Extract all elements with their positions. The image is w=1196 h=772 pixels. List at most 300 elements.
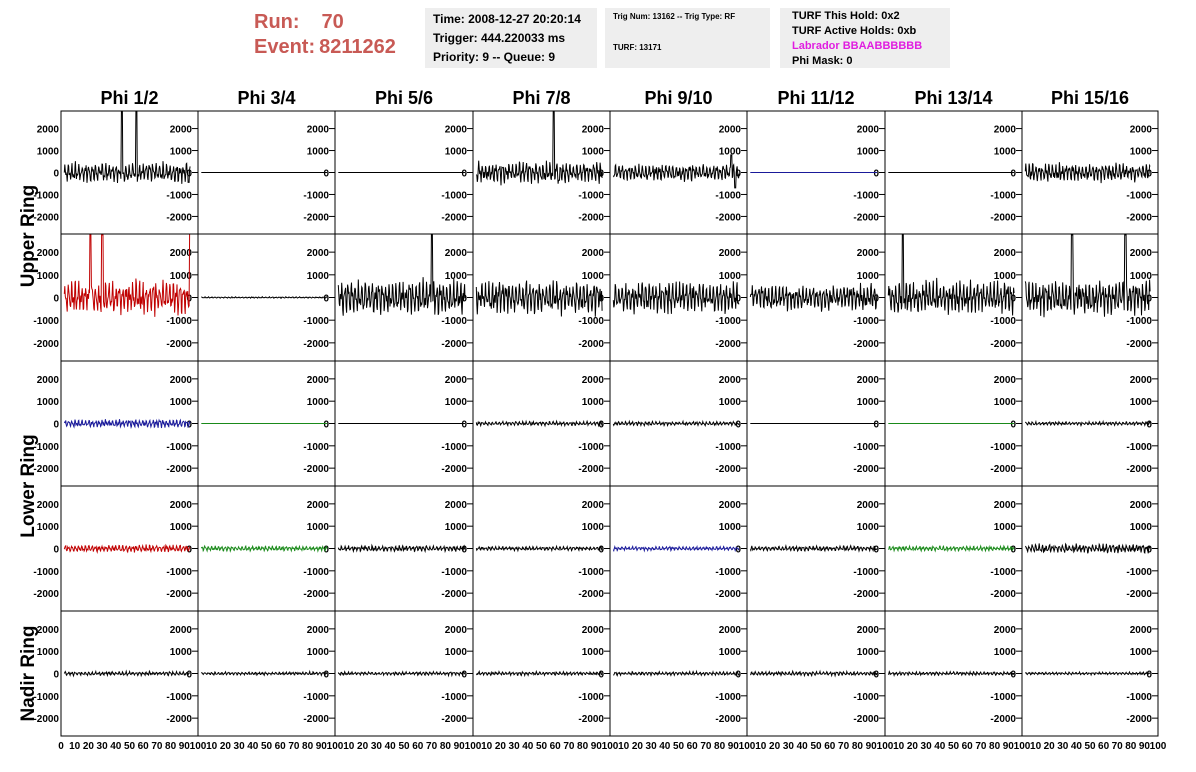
y-tick-label: -1000 xyxy=(715,316,741,328)
y-tick-label: 2000 xyxy=(718,499,741,511)
y-tick-label: -1000 xyxy=(303,441,329,453)
y-tick-label: 1000 xyxy=(856,522,879,534)
y-tick-label: -1000 xyxy=(990,316,1016,328)
y-tick-label: 0 xyxy=(1146,544,1152,556)
y-tick-label-left: -1000 xyxy=(33,190,59,202)
y-tick-label: 1000 xyxy=(993,270,1016,282)
y-tick-label: 1000 xyxy=(444,146,467,158)
y-tick-label: -2000 xyxy=(441,589,467,601)
y-tick-label-left: -1000 xyxy=(33,441,59,453)
y-tick-label-left: -2000 xyxy=(33,589,59,601)
y-tick-label-left: 2000 xyxy=(36,124,59,136)
y-tick-label: 0 xyxy=(186,544,192,556)
x-tick-label: 50 xyxy=(260,741,273,752)
y-tick-label: -1000 xyxy=(441,691,467,703)
y-tick-label: 0 xyxy=(1146,419,1152,431)
y-tick-label: 0 xyxy=(598,669,604,681)
y-tick-label: -1000 xyxy=(303,566,329,578)
x-tick-label: 60 xyxy=(274,741,286,752)
y-tick-label: 1000 xyxy=(993,522,1016,534)
y-tick-label: -2000 xyxy=(853,464,879,476)
y-tick-label-left: -2000 xyxy=(33,714,59,726)
y-tick-label: -2000 xyxy=(990,714,1016,726)
y-tick-label: 1000 xyxy=(993,647,1016,659)
x-tick-label: 80 xyxy=(989,741,1001,752)
column-header: Phi 11/12 xyxy=(777,88,855,108)
x-tick-label: 20 xyxy=(357,741,369,752)
x-tick-label: 30 xyxy=(370,741,382,752)
x-tick-label: 90 xyxy=(727,741,739,752)
y-tick-label-left: 2000 xyxy=(36,374,59,386)
y-tick-label: 0 xyxy=(1010,293,1016,305)
x-tick-label: 10 xyxy=(893,741,905,752)
y-tick-label: -2000 xyxy=(441,212,467,224)
y-tick-label: 2000 xyxy=(993,374,1016,386)
y-tick-label-left: 2000 xyxy=(36,248,59,260)
y-tick-label: -2000 xyxy=(1126,212,1152,224)
y-tick-label: -1000 xyxy=(990,441,1016,453)
y-tick-label-left: -1000 xyxy=(33,691,59,703)
y-tick-label: -1000 xyxy=(1126,566,1152,578)
y-tick-label-left: 0 xyxy=(53,293,59,305)
x-tick-label: 80 xyxy=(851,741,863,752)
y-tick-label: -2000 xyxy=(1126,714,1152,726)
y-tick-label-left: -1000 xyxy=(33,316,59,328)
y-tick-label: 0 xyxy=(1010,544,1016,556)
y-tick-label: 1000 xyxy=(581,647,604,659)
y-tick-label: 1000 xyxy=(856,647,879,659)
y-tick-label: -2000 xyxy=(578,589,604,601)
y-tick-label: 1000 xyxy=(993,146,1016,158)
x-tick-label: 40 xyxy=(796,741,808,752)
column-header: Phi 5/6 xyxy=(374,88,434,108)
y-tick-label: 1000 xyxy=(306,146,329,158)
y-tick-label: 1000 xyxy=(1129,270,1152,282)
y-tick-label: 0 xyxy=(598,544,604,556)
y-tick-label: 0 xyxy=(873,669,879,681)
x-tick-label: 40 xyxy=(934,741,946,752)
y-tick-label: -2000 xyxy=(578,338,604,350)
y-tick-label: 0 xyxy=(461,293,467,305)
y-tick-label: 0 xyxy=(1010,419,1016,431)
y-tick-label: 1000 xyxy=(306,397,329,409)
y-tick-label: 0 xyxy=(461,544,467,556)
column-header: Phi 1/2 xyxy=(100,88,159,108)
y-tick-label: 2000 xyxy=(169,248,192,260)
x-tick-label: 90 xyxy=(590,741,602,752)
y-tick-label: 1000 xyxy=(581,397,604,409)
y-tick-label: 0 xyxy=(323,293,329,305)
x-tick-label: 70 xyxy=(975,741,987,752)
y-tick-label-left: 0 xyxy=(53,669,59,681)
y-tick-label: -1000 xyxy=(990,566,1016,578)
y-tick-label: -2000 xyxy=(578,714,604,726)
y-tick-label: -1000 xyxy=(1126,190,1152,202)
y-tick-label: 2000 xyxy=(169,499,192,511)
priority-text: Priority: 9 -- Queue: 9 xyxy=(433,50,556,64)
y-tick-label: 0 xyxy=(186,293,192,305)
x-tick-label: 20 xyxy=(769,741,781,752)
y-tick-label: -2000 xyxy=(853,714,879,726)
x-tick-label: 100 xyxy=(326,741,344,752)
y-tick-label: -2000 xyxy=(441,714,467,726)
y-tick-label: 2000 xyxy=(993,499,1016,511)
x-tick-label: 20 xyxy=(494,741,506,752)
y-tick-label: 1000 xyxy=(856,397,879,409)
y-tick-label: -1000 xyxy=(578,566,604,578)
y-tick-label: -2000 xyxy=(715,212,741,224)
y-tick-label: 2000 xyxy=(993,624,1016,636)
y-tick-label: 0 xyxy=(598,419,604,431)
column-header: Phi 9/10 xyxy=(644,88,713,108)
y-tick-label: -1000 xyxy=(166,190,192,202)
y-tick-label-left: 1000 xyxy=(36,522,59,534)
y-tick-label-left: -2000 xyxy=(33,464,59,476)
y-tick-label: -2000 xyxy=(441,338,467,350)
x-tick-label: 50 xyxy=(810,741,822,752)
y-tick-label: 1000 xyxy=(1129,522,1152,534)
y-tick-label: -2000 xyxy=(990,212,1016,224)
y-tick-label: 0 xyxy=(323,168,329,180)
x-tick-label: 30 xyxy=(96,741,108,752)
y-tick-label: 2000 xyxy=(306,499,329,511)
y-tick-label: 0 xyxy=(323,544,329,556)
y-tick-label: 2000 xyxy=(306,374,329,386)
y-tick-label: 2000 xyxy=(856,124,879,136)
y-tick-label: 2000 xyxy=(306,248,329,260)
x-tick-label: 10 xyxy=(206,741,218,752)
y-tick-label: -2000 xyxy=(853,212,879,224)
x-tick-label: 40 xyxy=(384,741,396,752)
y-tick-label: -1000 xyxy=(990,691,1016,703)
x-tick-label: 50 xyxy=(1084,741,1096,752)
column-header: Phi 7/8 xyxy=(512,88,571,108)
y-tick-label: -1000 xyxy=(303,190,329,202)
y-tick-label: -2000 xyxy=(303,464,329,476)
x-tick-label: 100 xyxy=(464,741,482,752)
y-tick-label: 1000 xyxy=(1129,647,1152,659)
y-tick-label: -2000 xyxy=(441,464,467,476)
y-tick-label: 2000 xyxy=(1129,248,1152,260)
x-tick-label: 20 xyxy=(631,741,643,752)
x-tick-label: 100 xyxy=(738,741,756,752)
y-tick-label: 0 xyxy=(186,419,192,431)
y-tick-label: -2000 xyxy=(303,714,329,726)
x-tick-label: 40 xyxy=(659,741,671,752)
y-tick-label: -2000 xyxy=(715,338,741,350)
y-tick-label: -2000 xyxy=(1126,589,1152,601)
y-tick-label: -1000 xyxy=(578,441,604,453)
y-tick-label: -2000 xyxy=(990,338,1016,350)
y-tick-label: -2000 xyxy=(853,338,879,350)
y-tick-label-left: -2000 xyxy=(33,338,59,350)
y-tick-label: -2000 xyxy=(715,714,741,726)
x-tick-label: 70 xyxy=(838,741,850,752)
ring-label: Lower Ring xyxy=(18,434,39,538)
y-tick-label: 0 xyxy=(735,168,741,180)
y-tick-label: 2000 xyxy=(1129,624,1152,636)
turf-active-text: TURF Active Holds: 0xb xyxy=(792,25,917,37)
y-tick-label: 0 xyxy=(873,419,879,431)
y-tick-label: 0 xyxy=(735,544,741,556)
y-tick-label: -1000 xyxy=(1126,691,1152,703)
x-tick-label: 90 xyxy=(315,741,327,752)
x-tick-label: 0 xyxy=(58,741,64,752)
x-tick-label: 40 xyxy=(247,741,259,752)
x-tick-label: 60 xyxy=(412,741,424,752)
y-tick-label: 2000 xyxy=(1129,374,1152,386)
y-tick-label: 1000 xyxy=(169,146,192,158)
x-tick-label: 60 xyxy=(137,741,149,752)
y-tick-label: -1000 xyxy=(1126,441,1152,453)
y-tick-label: 2000 xyxy=(856,624,879,636)
y-tick-label: -1000 xyxy=(303,691,329,703)
y-tick-label: -2000 xyxy=(578,464,604,476)
column-header: Phi 13/14 xyxy=(914,88,993,108)
y-tick-label: 1000 xyxy=(1129,146,1152,158)
y-tick-label: 0 xyxy=(735,669,741,681)
x-tick-label: 60 xyxy=(1098,741,1110,752)
y-tick-label: 0 xyxy=(323,419,329,431)
y-tick-label: -2000 xyxy=(990,464,1016,476)
y-tick-label: -2000 xyxy=(1126,464,1152,476)
y-tick-label: 2000 xyxy=(718,374,741,386)
y-tick-label: 1000 xyxy=(1129,397,1152,409)
ring-label: Nadir Ring xyxy=(18,625,39,722)
x-tick-label: 100 xyxy=(601,741,619,752)
y-tick-label: -2000 xyxy=(1126,338,1152,350)
y-tick-label: 0 xyxy=(186,168,192,180)
y-tick-label: -1000 xyxy=(166,691,192,703)
trig-num-text: Trig Num: 13162 -- Trig Type: RF xyxy=(613,12,736,21)
y-tick-label-left: 1000 xyxy=(36,647,59,659)
y-tick-label: -2000 xyxy=(166,714,192,726)
y-tick-label: 0 xyxy=(186,669,192,681)
y-tick-label: -2000 xyxy=(166,589,192,601)
y-tick-label: 1000 xyxy=(169,397,192,409)
x-tick-label: 10 xyxy=(1030,741,1042,752)
y-tick-label: -1000 xyxy=(303,316,329,328)
y-tick-label: 2000 xyxy=(993,124,1016,136)
x-tick-label: 30 xyxy=(233,741,245,752)
x-tick-label: 90 xyxy=(178,741,190,752)
y-tick-label: 1000 xyxy=(856,270,879,282)
y-tick-label: 1000 xyxy=(444,397,467,409)
labrador-text: Labrador BBAABBBBBB xyxy=(792,40,923,52)
x-tick-label: 90 xyxy=(453,741,465,752)
y-tick-label: 1000 xyxy=(306,647,329,659)
x-tick-label: 70 xyxy=(563,741,575,752)
y-tick-label-left: 1000 xyxy=(36,397,59,409)
y-tick-label: 1000 xyxy=(993,397,1016,409)
y-tick-label: 2000 xyxy=(581,124,604,136)
y-tick-label: 2000 xyxy=(306,124,329,136)
y-tick-label: 1000 xyxy=(581,522,604,534)
y-tick-label: 0 xyxy=(1010,168,1016,180)
y-tick-label: -2000 xyxy=(715,589,741,601)
y-tick-label: 0 xyxy=(873,168,879,180)
x-tick-label: 30 xyxy=(1057,741,1069,752)
y-tick-label: 2000 xyxy=(444,248,467,260)
x-tick-label: 80 xyxy=(439,741,451,752)
x-tick-label: 100 xyxy=(1149,741,1167,752)
y-tick-label: 1000 xyxy=(718,522,741,534)
x-tick-label: 40 xyxy=(110,741,122,752)
y-tick-label: -1000 xyxy=(853,691,879,703)
x-tick-label: 20 xyxy=(906,741,918,752)
x-tick-label: 10 xyxy=(618,741,630,752)
x-tick-label: 20 xyxy=(219,741,231,752)
x-tick-label: 80 xyxy=(165,741,177,752)
x-tick-label: 40 xyxy=(522,741,534,752)
x-tick-label: 20 xyxy=(82,741,94,752)
y-tick-label: 0 xyxy=(1146,168,1152,180)
y-tick-label: 2000 xyxy=(718,124,741,136)
x-tick-label: 30 xyxy=(508,741,520,752)
y-tick-label: 2000 xyxy=(718,624,741,636)
y-tick-label: -1000 xyxy=(715,190,741,202)
y-tick-label-left: 1000 xyxy=(36,146,59,158)
y-tick-label: -1000 xyxy=(715,441,741,453)
run-label: Run: xyxy=(254,11,300,33)
y-tick-label: 0 xyxy=(1146,669,1152,681)
ring-label: Upper Ring xyxy=(18,184,39,288)
x-tick-label: 30 xyxy=(645,741,657,752)
column-header: Phi 15/16 xyxy=(1050,88,1130,108)
y-tick-label: 0 xyxy=(873,544,879,556)
x-tick-label: 100 xyxy=(189,741,207,752)
y-tick-label: 0 xyxy=(323,669,329,681)
y-tick-label-left: 1000 xyxy=(36,270,59,282)
y-tick-label: 2000 xyxy=(993,248,1016,260)
y-tick-label: -1000 xyxy=(441,566,467,578)
y-tick-label: -1000 xyxy=(166,566,192,578)
y-tick-label-left: 0 xyxy=(53,419,59,431)
turf-text: TURF: 13171 xyxy=(613,43,662,52)
x-tick-label: 50 xyxy=(535,741,548,752)
x-tick-label: 50 xyxy=(672,741,685,752)
y-tick-label: 2000 xyxy=(444,124,467,136)
y-tick-label: 1000 xyxy=(169,522,192,534)
y-tick-label: -1000 xyxy=(578,691,604,703)
x-tick-label: 80 xyxy=(714,741,726,752)
x-tick-label: 90 xyxy=(1138,741,1150,752)
y-tick-label: -2000 xyxy=(853,589,879,601)
x-tick-label: 70 xyxy=(151,741,163,752)
y-tick-label: 1000 xyxy=(169,270,192,282)
y-tick-label: 1000 xyxy=(581,270,604,282)
y-tick-label: 2000 xyxy=(856,499,879,511)
y-tick-label: -2000 xyxy=(303,338,329,350)
y-tick-label: 2000 xyxy=(856,374,879,386)
x-tick-label: 70 xyxy=(700,741,712,752)
y-tick-label: 2000 xyxy=(444,499,467,511)
x-tick-label: 80 xyxy=(302,741,314,752)
x-tick-label: 10 xyxy=(481,741,493,752)
y-tick-label: 1000 xyxy=(444,647,467,659)
y-tick-label: -2000 xyxy=(166,464,192,476)
x-tick-label: 50 xyxy=(947,741,960,752)
y-tick-label: -2000 xyxy=(715,464,741,476)
y-tick-label: 1000 xyxy=(306,522,329,534)
x-tick-label: 100 xyxy=(1013,741,1031,752)
x-tick-label: 70 xyxy=(426,741,438,752)
y-tick-label: -1000 xyxy=(1126,316,1152,328)
phi-mask-text: Phi Mask: 0 xyxy=(792,55,853,67)
y-tick-label: 1000 xyxy=(718,270,741,282)
y-tick-label: 0 xyxy=(1010,669,1016,681)
y-tick-label: 0 xyxy=(461,669,467,681)
y-tick-label: -2000 xyxy=(303,589,329,601)
y-tick-label: 2000 xyxy=(581,499,604,511)
y-tick-label: -1000 xyxy=(578,316,604,328)
y-tick-label: 0 xyxy=(461,168,467,180)
y-tick-label: 1000 xyxy=(169,647,192,659)
y-tick-label-left: -2000 xyxy=(33,212,59,224)
y-tick-label: -1000 xyxy=(715,691,741,703)
y-tick-label: -1000 xyxy=(578,190,604,202)
y-tick-label: 0 xyxy=(735,293,741,305)
x-tick-label: 70 xyxy=(288,741,300,752)
x-tick-label: 70 xyxy=(1111,741,1123,752)
y-tick-label: 2000 xyxy=(444,624,467,636)
trigger-text: Trigger: 444.220033 ms xyxy=(433,31,566,45)
y-tick-label: 2000 xyxy=(1129,499,1152,511)
y-tick-label-left: 0 xyxy=(53,544,59,556)
y-tick-label: -1000 xyxy=(166,441,192,453)
y-tick-label: 0 xyxy=(735,419,741,431)
x-tick-label: 60 xyxy=(824,741,836,752)
x-tick-label: 50 xyxy=(398,741,410,752)
y-tick-label: 1000 xyxy=(718,146,741,158)
y-tick-label: 1000 xyxy=(718,647,741,659)
y-tick-label: 1000 xyxy=(306,270,329,282)
column-header: Phi 3/4 xyxy=(237,88,296,108)
y-tick-label: 0 xyxy=(598,168,604,180)
x-tick-label: 10 xyxy=(343,741,355,752)
x-tick-label: 90 xyxy=(865,741,877,752)
x-tick-label: 30 xyxy=(920,741,932,752)
y-tick-label: -1000 xyxy=(990,190,1016,202)
y-tick-label: -1000 xyxy=(441,316,467,328)
y-tick-label-left: 2000 xyxy=(36,624,59,636)
x-tick-label: 50 xyxy=(123,741,136,752)
y-tick-label: -1000 xyxy=(853,190,879,202)
y-tick-label: 2000 xyxy=(581,248,604,260)
x-tick-label: 60 xyxy=(686,741,698,752)
y-tick-label: 1000 xyxy=(444,522,467,534)
x-tick-label: 60 xyxy=(549,741,561,752)
y-tick-label: 2000 xyxy=(1129,124,1152,136)
y-tick-label: -1000 xyxy=(441,190,467,202)
y-tick-label: -2000 xyxy=(166,212,192,224)
y-tick-label: 2000 xyxy=(169,374,192,386)
y-tick-label: -2000 xyxy=(990,589,1016,601)
y-tick-label: 0 xyxy=(873,293,879,305)
y-tick-label: -2000 xyxy=(303,212,329,224)
y-tick-label-left: 2000 xyxy=(36,499,59,511)
x-tick-label: 80 xyxy=(577,741,589,752)
y-tick-label: 1000 xyxy=(444,270,467,282)
y-tick-label: 2000 xyxy=(718,248,741,260)
y-tick-label: 0 xyxy=(1146,293,1152,305)
y-tick-label: 2000 xyxy=(306,624,329,636)
event-label: Event: xyxy=(254,36,316,58)
event-value: 8211262 xyxy=(319,36,396,58)
y-tick-label: -2000 xyxy=(166,338,192,350)
time-text: Time: 2008-12-27 20:20:14 xyxy=(433,12,581,26)
y-tick-label: 0 xyxy=(598,293,604,305)
